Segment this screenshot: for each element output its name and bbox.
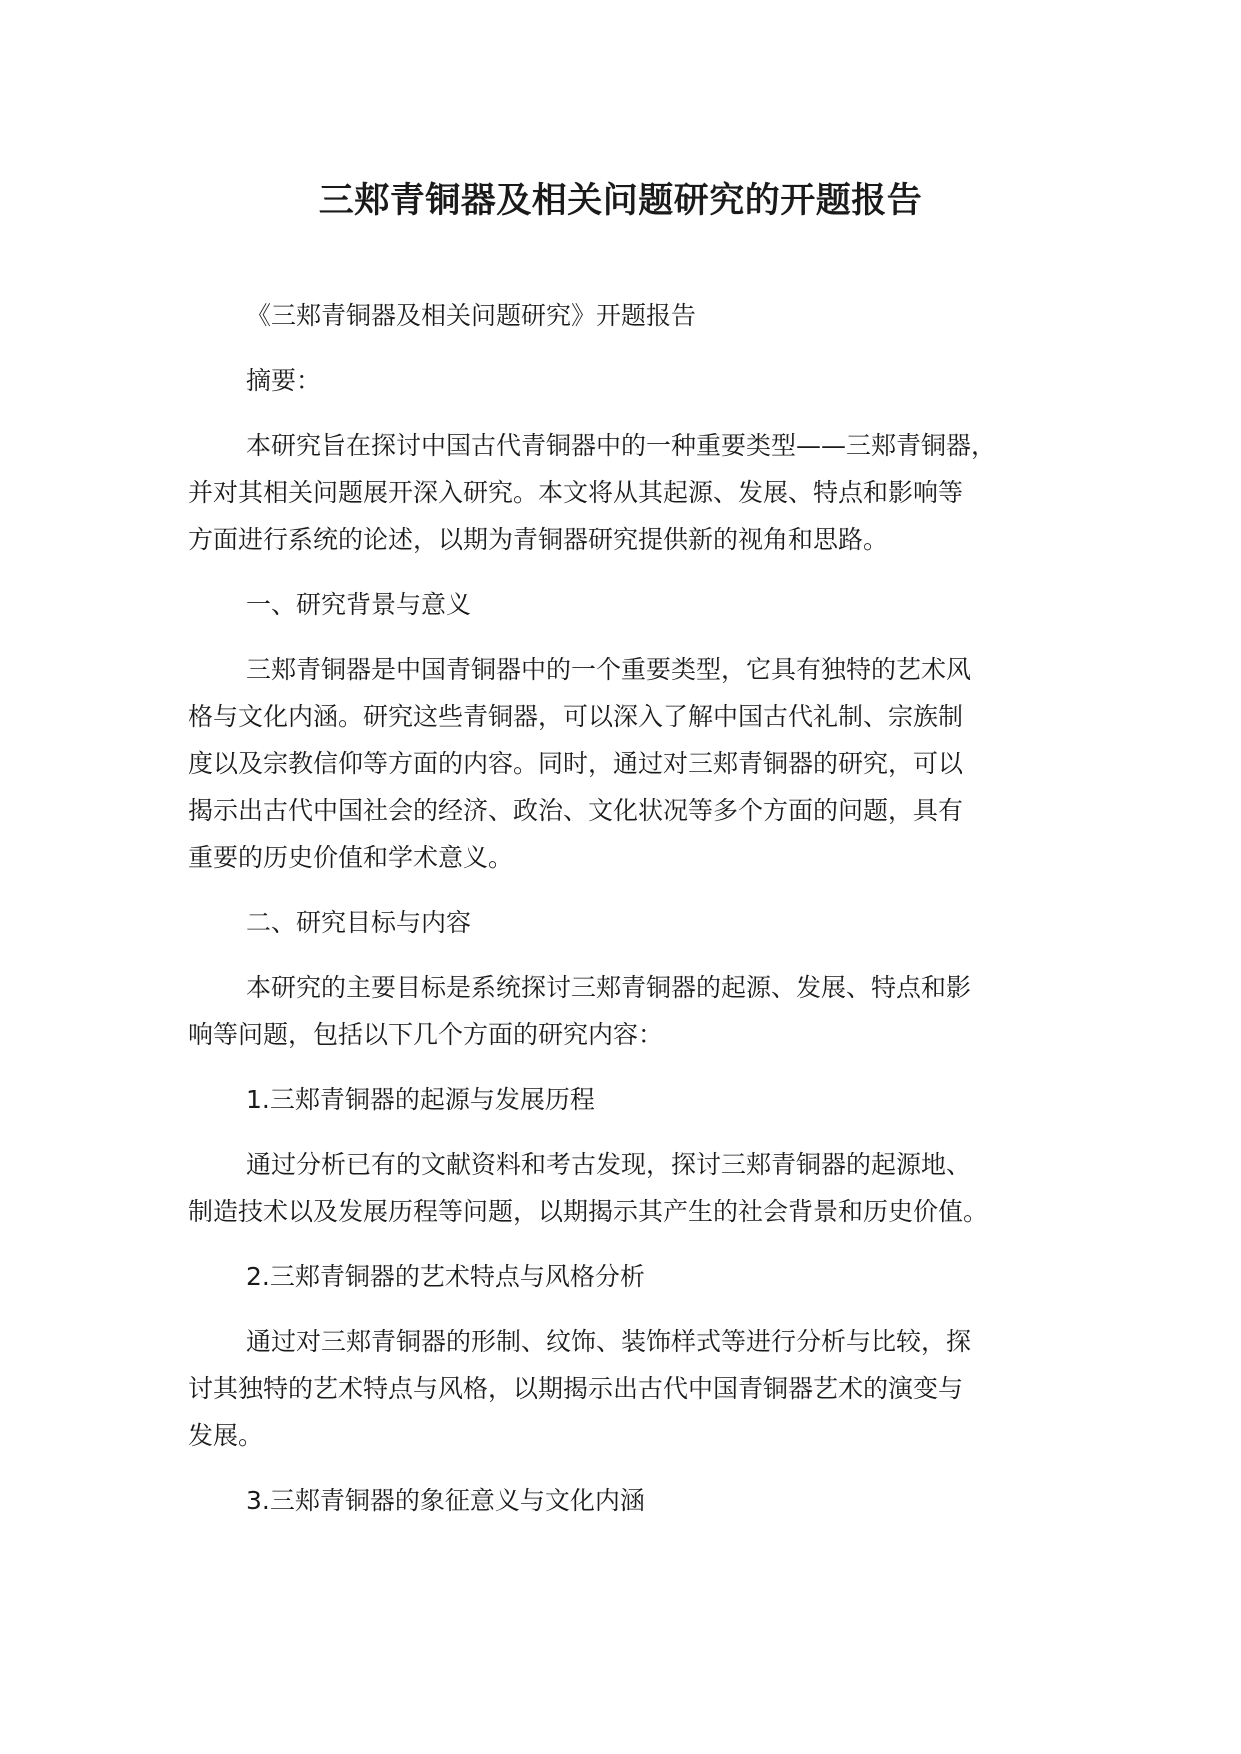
- item-1-heading: [188, 1076, 1078, 1123]
- text-line: 本研究旨在探讨中国古代青铜器中的一种重要类型——三郏青铜器，: [246, 431, 997, 460]
- text-line: 讨其独特的艺术特点与风格，以期揭示出古代中国青铜器艺术的演变与: [188, 1374, 964, 1403]
- text-line: 响等问题，包括以下几个方面的研究内容：: [188, 1020, 664, 1049]
- item-1-paragraph: [188, 1141, 1078, 1235]
- text-line: 通过分析已有的文献资料和考古发现，探讨三郏青铜器的起源地、: [246, 1150, 972, 1179]
- text-line: 3.三郏青铜器的象征意义与文化内涵: [246, 1486, 645, 1515]
- text-line: 1.三郏青铜器的起源与发展历程: [246, 1085, 595, 1114]
- text-line: 本研究的主要目标是系统探讨三郏青铜器的起源、发展、特点和影: [246, 973, 972, 1002]
- abstract-paragraph: [188, 422, 1078, 563]
- text-line: 通过对三郏青铜器的形制、纹饰、装饰样式等进行分析与比较，探: [246, 1327, 972, 1356]
- subtitle-paragraph: [188, 292, 1078, 339]
- text-line: 制造技术以及发展历程等问题，以期揭示其产生的社会背景和历史价值。: [188, 1197, 989, 1226]
- text-line: 二、研究目标与内容: [246, 908, 472, 937]
- section-2-heading: [188, 899, 1078, 946]
- text-line: 重要的历史价值和学术意义。: [188, 843, 514, 872]
- item-2-heading: [188, 1253, 1078, 1300]
- item-3-heading: [188, 1477, 1078, 1524]
- text-line: 《三郏青铜器及相关问题研究》开题报告: [246, 301, 697, 330]
- section-1-paragraph: [188, 646, 1078, 881]
- text-line: 发展。: [188, 1421, 264, 1450]
- text-line: 度以及宗教信仰等方面的内容。同时，通过对三郏青铜器的研究，可以: [188, 749, 964, 778]
- text-line: 一、研究背景与意义: [246, 590, 472, 619]
- text-line: 摘要：: [246, 366, 322, 395]
- document-body: [188, 292, 1078, 1542]
- section-2-paragraph: [188, 964, 1078, 1058]
- text-line: 格与文化内涵。研究这些青铜器，可以深入了解中国古代礼制、宗族制: [188, 702, 964, 731]
- abstract-heading: [188, 357, 1078, 404]
- text-line: 揭示出古代中国社会的经济、政治、文化状况等多个方面的问题，具有: [188, 796, 964, 825]
- document-title: 三郏青铜器及相关问题研究的开题报告: [318, 181, 923, 221]
- text-line: 方面进行系统的论述，以期为青铜器研究提供新的视角和思路。: [188, 525, 889, 554]
- text-line: 并对其相关问题展开深入研究。本文将从其起源、发展、特点和影响等: [188, 478, 964, 507]
- text-line: 2.三郏青铜器的艺术特点与风格分析: [246, 1262, 645, 1291]
- section-1-heading: [188, 581, 1078, 628]
- item-2-paragraph: [188, 1318, 1078, 1459]
- text-line: 三郏青铜器是中国青铜器中的一个重要类型，它具有独特的艺术风: [246, 655, 972, 684]
